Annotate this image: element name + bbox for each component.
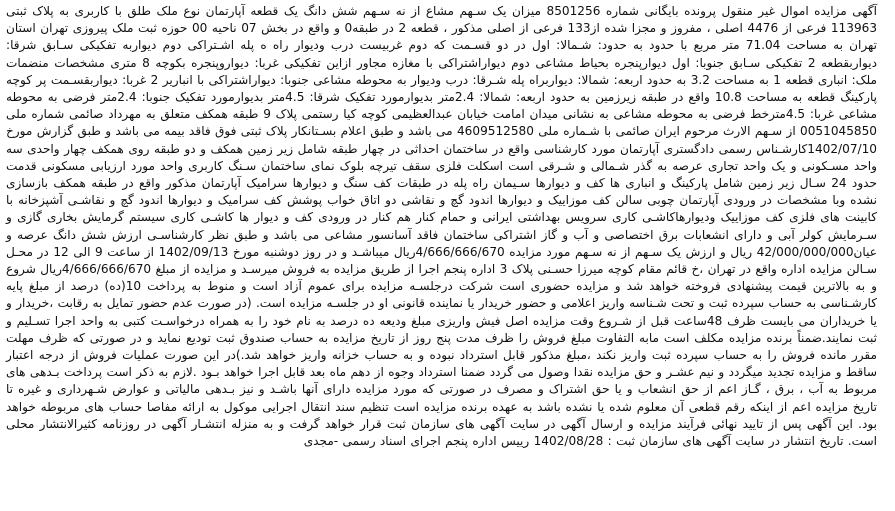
notice-body-text: آگهی مزایده اموال غیر منقول پرونده بایگانی شماره 8501256 میزان یک سـهم مشاع از نه سـهم شش دانگ یک قطعه آپارتمان نوع ملک طلق با کاربری به پلاک ثبتی 113963 فرعی از 4476 اصلی ، مفروز و مجزا شده از133 فرعی از اصلی مذکور ، قطعه 2 در طبقه0 و واقع در بخش 07 ناحیه 00 حوزه ثبت ملک پیروزی تهران استان تهران به مساحت 71.04 متر مربع با حدود به حدود: شـمالا: اول در دو قسـمت که دوم غربیست درب ودیوار راه ه پله اشـتراکی دوم دیواربه تفکیکی سـابق شرقا: دیواربقطعه 2 تفکیکی سـابق جنوبا: اول دیوارپنجره بحیاط مشاعی دوم دیواراشتراکی با مغازه مجاور ازاین تفکیکی غربا: دیواروپنجره بکوچه 8 متری مشخصات منضمات ملک: انباری قطعه 1 به مساحت 3.2 به حدود اربعه: شمالا: دیواربراه پله شـرقا: درب ودیوار به محوطه مشاعی جنوبا: دیواراشتراکی با انباریر 2 غربا: دیواربقسـمت پر کوچه پارکینگ قطعه به مساحت 10.8 واقع در طبقه زیرزمین به حدود اربعه: شمالا: 2.4متر بدیوارمورد تفکیک شرقا: 4.5متر بدیوارمورد تفکیک جنوبا: 2.4متر فرضی به محوطه مشاعی غربا: 4.5مترخط فرضی به محوطه مشاعی به نشانی میدان امامت خیابان عبدالعظیمی کوچه کیا رستمی پلاک 9 طبقه همکف متعلق به مهرداد صائمی شماره ملی 0051045850 از سـهم الارث مرحوم ایران صائمی با شـماره ملی 4609512580 می باشد و طبق اعلام بسـتانکار پلاک ثبتی فوق فاقد بیمه می باشد و طبق گزارش مورخ 1402/07/10کارشـناس رسمی دادگستری آپارتمان مورد کارشناسی واقع در ساختمان احداثی در چهار طبقه شامل زیر زمین همکف و دو طبقه روی همکف چهار واحدی سه واحد مسـکونی و یک واحد تجاری عرصه به گذر شـمالی و شـرقی است اسکلت فلزی سقف تیرچه بلوک نمای ساختمان سـنگ کاربری واحد مورد ارزیابی مسکونی قدمت حدود 24 سـال زیر زمین شامل پارکینگ و انباری ها کف و دیوارها سـیمان راه پله در طبقات کف سنگ و دیوارها سرامیک آپارتمان مذکور واقع در طبقه همکف بازسازی نشده وبا مشخصات در ورودی آپارتمان چوبی سالن کف موزاییک و دیوارها اندود گچ و نقاشی دو اتاق خواب پوشش کف سرامیک و دیوارها اندود گچ و نقاشـی آشپزخانه با کابینت های فلزی کف موزاییک ودیوارهاکاشـی کاری سرویس بهداشتی ایرانی و حمام کنار هم کنار در ورودی کف و دیوار ها کاشـی کاری سیستم گرمایش بخاری گازی و سـرمایش کولر آبی و دارای انشعابات برق اختصاصی و آب و گاز اشتراکی ساختمان فاقد آسانسور مشاعی می باشد و طبق نظر کارشناسـی ارزش شش دانگ عرصه و عیان42/000/000/000 ریال و ارزش یک سـهم از نه سـهم مورد مزایده 4/666/666/670ریال میباشـد و در روز دوشنبه مورخ 1402/09/13 از ساعت 9 الی 12 در محـل سـالن مزایده اداره واقع در تهران ،خ قائم مقام کوچه میرزا حسـنی پلاک 3 اداره پنجم اجرا از طریق مزایده به فروش میرسـد و مزایده از مبلغ 4/666/666/670ریال شروع و به بالاترین قیمت پیشنهادی فروخته خواهد شد و مزایده حضوری است شرکت درجلسـه مزایده برای عموم آزاد است و منوط به پرداخت 10(ده) درصد از مبلغ پایه کارشـناسی به حساب سپرده ثبت و تحت شـناسه واریز اعلامی و حضور خریدار یا نماینده قانونی او در جلسـه مزایده است. (در صورت عدم حضور تمایل به رقابت ،خریدار و یا خریداران می بایست ظرف 48ساعت قبل از شـروع وقت مزایده اصل فیش واریزی مبلغ ودیعه ده درصد به نام خود را به همراه درخواسـت کتبی به واحد اجرا تسـلیم و ثبت نمایند.ضمناً برنده مزایده مکلف است مابه التفاوت مبلغ فروش را ظرف مدت پنج روز از تاریخ مزایده به حساب صندوق ثبت تودیع نماید و در صورتی که ظرف مهلت مقرر مانده فروش را به حساب سپرده ثبت واریز نکند ،مبلغ مذکور قابل استرداد نبوده و به حساب خزانه واریز خواهد شد.)در این صورت عملیات فروش از درجه اعتبار ساقط و مزایده تجدید میگردد و نیم عشـر و حق مزایده نقدا وصول می گردد ضمنا استرداد وجوه از دهم ماه بعد قابل اجرا خواهد بـود .لازم به ذکر است پرداخت بـدهی های مربوط به آب ، برق ، گـاز اعم از حق انشعاب و یا حق اشتراک و مصرف در صورتی که مورد مزایده دارای آنها باشـد و نیز بـدهی مالیاتی و عوارض شـهرداری و غیره تا تاریخ مزایده اعم از اینکه رقم قطعی آن معلوم شده یا نشده باشد به عهده برنده مزایده است تنظیم سند انتقال اجرایی موکول به ارائه مفاصا حساب های مربوطه خواهد بود. این آگهی پس از تایید نهائی فرآیند مزایده و ارسال آگهی در سایت آگهی های سازمان ثبت قرار خواهد گرفت و به منزله انتشـار آگهی در روزنامه کثیرالانتشار محلی است. تاریخ انتشار در سایت آگهی های سازمان ثبت : 1402/08/28 رییس اداره پنجم اجرای اسناد رسمی -مجدی [6, 4, 878, 449]
